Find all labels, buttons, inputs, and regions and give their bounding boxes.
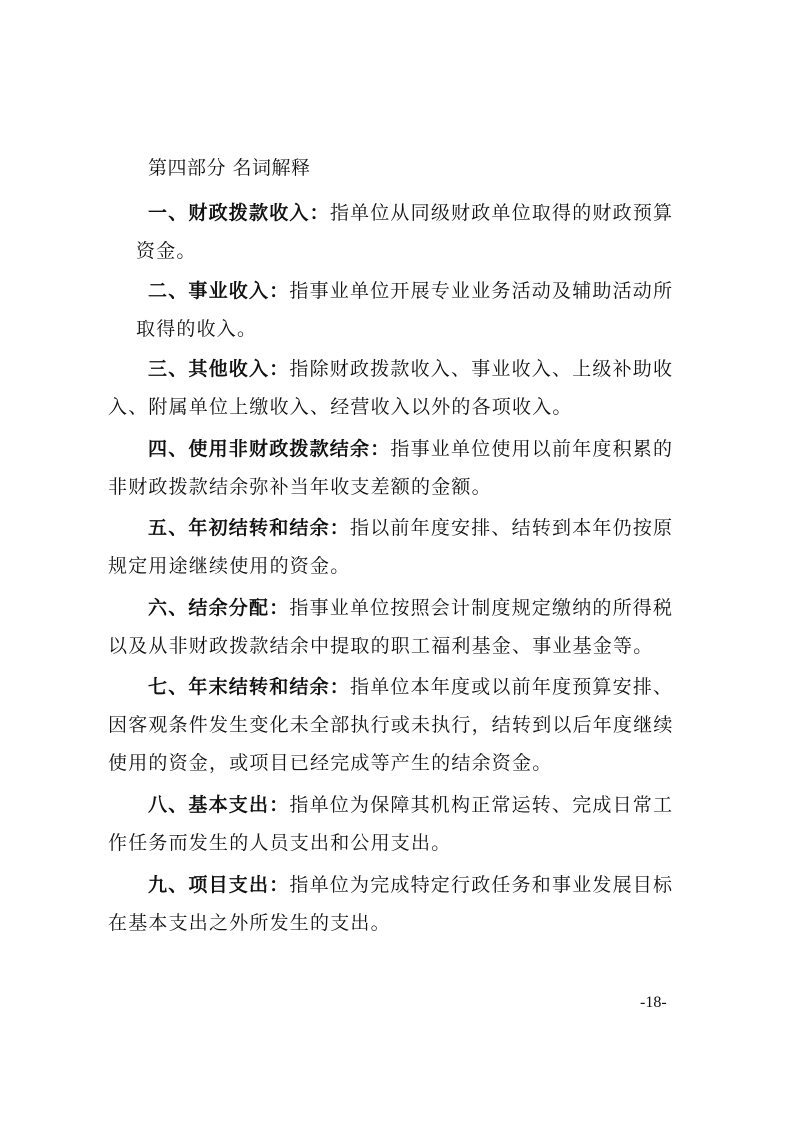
term-definition-cont: 在基本支出之外所发生的支出。 (108, 912, 391, 934)
term-definition: 指除财政拨款收入、事业收入、上级补助收 (289, 358, 674, 380)
term-definition-cont: 规定用途继续使用的资金。 (108, 555, 351, 577)
term-1 (108, 194, 698, 270)
term-definition: 指单位为完成特定行政任务和事业发展目标 (289, 874, 674, 896)
term-name: 八、基本支出： (148, 794, 290, 816)
term-definition: 指事业单位使用以前年度积累的 (390, 438, 674, 460)
term-7 (108, 668, 698, 782)
term-definition-cont: 作任务而发生的人员支出和公用支出。 (108, 832, 452, 854)
term-9 (108, 866, 698, 942)
term-3 (108, 350, 698, 426)
term-definition: 指单位从同级财政单位取得的财政预算 (329, 202, 674, 224)
term-8 (108, 786, 698, 862)
page-number: -18- (640, 994, 667, 1011)
term-definition: 指以前年度安排、结转到本年仍按原 (350, 517, 674, 539)
term-4 (108, 430, 698, 506)
term-definition-cont: 因客观条件发生变化未全部执行或未执行，结转到以后年度继续 (108, 714, 674, 736)
term-definition-cont: 取得的收入。 (136, 318, 258, 340)
term-definition: 指单位为保障其机构正常运转、完成日常工 (289, 794, 674, 816)
term-6 (108, 589, 698, 665)
term-name: 七、年末结转和结余： (148, 676, 351, 698)
term-definition-cont: 使用的资金，或项目已经完成等产生的结余资金。 (108, 752, 553, 774)
term-name: 六、结余分配： (148, 597, 290, 619)
term-definition-cont: 以及从非财政拨款结余中提取的职工福利基金、事业基金等。 (108, 635, 654, 657)
term-name: 三、其他收入： (148, 358, 290, 380)
term-definition: 指事业单位按照会计制度规定缴纳的所得税 (289, 597, 674, 619)
term-2 (108, 272, 698, 348)
term-name: 五、年初结转和结余： (148, 517, 351, 539)
term-5 (108, 509, 698, 585)
term-definition: 指事业单位开展专业业务活动及辅助活动所 (289, 280, 674, 302)
term-definition: 指单位本年度或以前年度预算安排、 (350, 676, 674, 698)
term-name: 一、财政拨款收入： (148, 202, 330, 224)
term-name: 九、项目支出： (148, 874, 290, 896)
term-definition-cont: 入、附属单位上缴收入、经营收入以外的各项收入。 (108, 396, 573, 418)
term-name: 二、事业收入： (148, 280, 290, 302)
term-name: 四、使用非财政拨款结余： (148, 438, 391, 460)
term-definition-cont: 非财政拨款结余弥补当年收支差额的金额。 (108, 476, 492, 498)
term-definition-cont: 资金。 (136, 240, 197, 262)
section-title: 第四部分 名词解释 (148, 157, 311, 179)
